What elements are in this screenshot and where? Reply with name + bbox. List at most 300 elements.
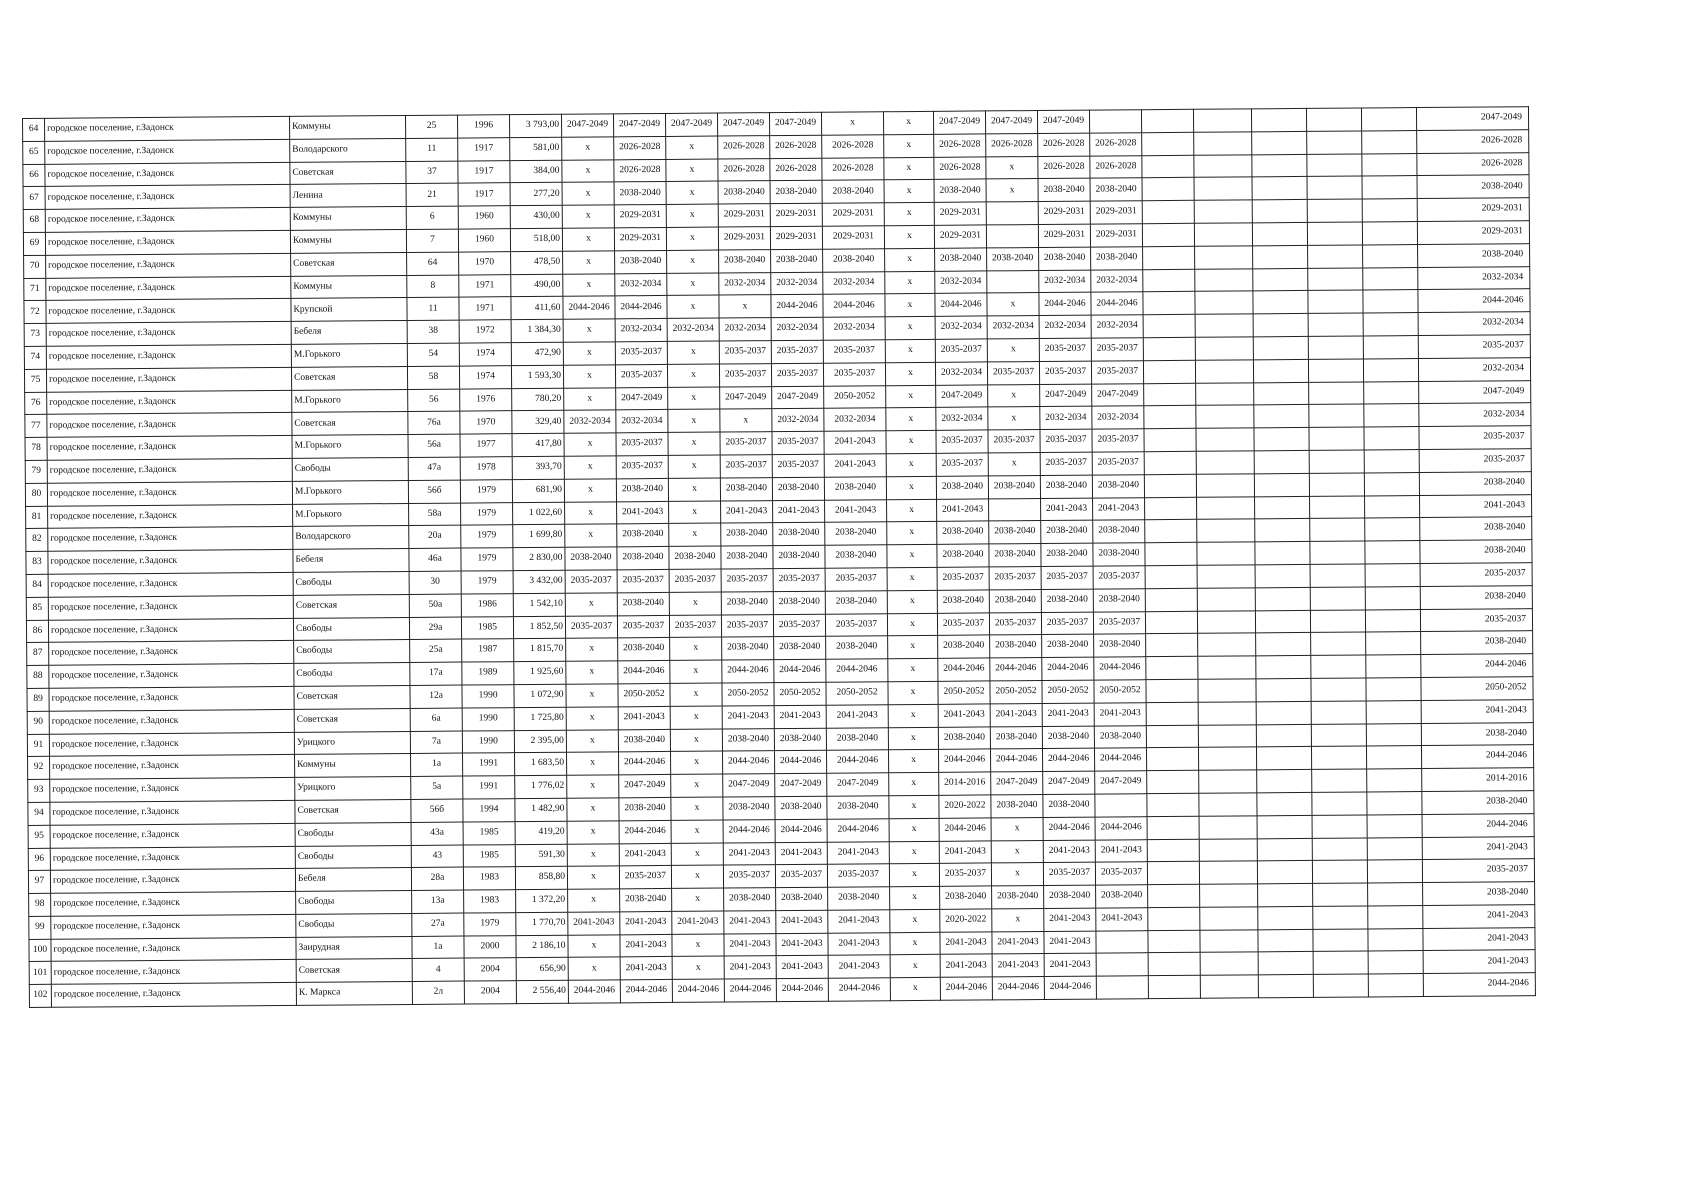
- house-number-cell: 46а: [409, 548, 461, 571]
- period-cell: [1146, 725, 1198, 748]
- period-cell: [1145, 588, 1197, 611]
- period-cell: [1196, 474, 1254, 497]
- period-cell: [1200, 884, 1258, 907]
- settlement-cell: городское поселение, г.Задонск: [45, 185, 290, 210]
- period-cell: x: [885, 317, 935, 340]
- period-cell: [1255, 496, 1310, 519]
- build-year-cell: 1985: [463, 821, 515, 844]
- row-number-cell: 102: [29, 985, 51, 1008]
- period-cell: x: [670, 729, 722, 752]
- period-cell: 2038-2040: [989, 521, 1041, 544]
- build-year-cell: 1994: [463, 799, 515, 822]
- period-cell: 2038-2040: [614, 182, 666, 205]
- period-cell: 2038-2040: [988, 475, 1040, 498]
- settlement-cell: городское поселение, г.Задонск: [48, 504, 293, 529]
- period-cell: x: [564, 479, 616, 502]
- period-cell: [1363, 336, 1418, 359]
- row-number-cell: 91: [27, 734, 49, 757]
- area-cell: 1 072,90: [514, 684, 566, 707]
- period-cell: 2035-2037: [825, 568, 887, 591]
- period-cell: [1367, 860, 1422, 883]
- period-cell: 2035-2037: [772, 454, 824, 477]
- area-cell: 1 384,30: [511, 319, 563, 342]
- period-cell: 2044-2046: [724, 979, 776, 1002]
- final-period-cell: 2014-2016: [1422, 768, 1534, 792]
- period-cell: x: [667, 295, 719, 318]
- period-cell: 2041-2043: [1093, 497, 1145, 520]
- period-cell: x: [670, 706, 722, 729]
- period-cell: [1363, 358, 1418, 381]
- period-cell: x: [889, 795, 939, 818]
- period-cell: x: [668, 478, 720, 501]
- settlement-cell: городское поселение, г.Задонск: [45, 162, 290, 187]
- period-cell: 2029-2031: [614, 205, 666, 228]
- period-cell: 2035-2037: [1039, 338, 1091, 361]
- period-cell: 2035-2037: [775, 864, 827, 887]
- build-year-cell: 1971: [459, 297, 511, 320]
- period-cell: 2029-2031: [1038, 224, 1090, 247]
- period-cell: [1199, 770, 1257, 793]
- build-year-cell: 1960: [458, 206, 510, 229]
- period-cell: 2041-2043: [1095, 839, 1147, 862]
- period-cell: [1198, 679, 1256, 702]
- period-cell: 2035-2037: [1040, 452, 1092, 475]
- house-number-cell: 11: [406, 138, 458, 161]
- period-cell: [1255, 519, 1310, 542]
- period-cell: [1310, 587, 1365, 610]
- period-cell: 2044-2046: [723, 819, 775, 842]
- period-cell: 2050-2052: [1094, 680, 1146, 703]
- build-year-cell: 2004: [464, 981, 516, 1004]
- row-number-cell: 101: [29, 962, 51, 985]
- period-cell: 2035-2037: [615, 341, 667, 364]
- period-cell: 2044-2046: [619, 820, 671, 843]
- period-cell: 2044-2046: [1091, 292, 1143, 315]
- period-cell: x: [671, 774, 723, 797]
- period-cell: x: [668, 409, 720, 432]
- period-cell: 2038-2040: [937, 521, 989, 544]
- period-cell: 2029-2031: [770, 203, 822, 226]
- period-cell: 2038-2040: [721, 546, 773, 569]
- period-cell: 2032-2034: [719, 318, 771, 341]
- period-cell: 2035-2037: [772, 431, 824, 454]
- period-cell: [1095, 794, 1147, 817]
- period-cell: x: [887, 522, 937, 545]
- street-cell: Советская: [295, 799, 411, 823]
- final-period-cell: 2041-2043: [1420, 494, 1532, 518]
- period-cell: x: [668, 387, 720, 410]
- period-cell: [1142, 155, 1194, 178]
- area-cell: 2 395,00: [514, 730, 566, 753]
- period-cell: [1310, 541, 1365, 564]
- period-cell: 2032-2034: [935, 271, 987, 294]
- period-cell: 2041-2043: [620, 934, 672, 957]
- period-cell: x: [890, 932, 940, 955]
- period-cell: 2026-2028: [614, 159, 666, 182]
- house-number-cell: 1а: [412, 936, 464, 959]
- house-number-cell: 12а: [410, 685, 462, 708]
- period-cell: x: [566, 661, 618, 684]
- period-cell: x: [671, 865, 723, 888]
- area-cell: 1 699,80: [513, 525, 565, 548]
- area-cell: 3 432,00: [513, 570, 565, 593]
- period-cell: [1142, 200, 1194, 223]
- final-period-cell: 2035-2037: [1418, 335, 1530, 359]
- period-cell: x: [566, 729, 618, 752]
- street-cell: Советская: [296, 959, 412, 983]
- period-cell: [1311, 746, 1366, 769]
- period-cell: 2035-2037: [825, 613, 887, 636]
- period-cell: [1194, 132, 1252, 155]
- period-cell: [1145, 565, 1197, 588]
- period-cell: 2032-2034: [771, 272, 823, 295]
- build-year-cell: 1979: [461, 525, 513, 548]
- period-cell: [1146, 679, 1198, 702]
- settlement-cell: городское поселение, г.Задонск: [51, 937, 296, 962]
- house-number-cell: 28а: [411, 867, 463, 890]
- settlement-cell: городское поселение, г.Задонск: [50, 823, 295, 848]
- area-cell: 472,90: [511, 342, 563, 365]
- period-cell: [1308, 336, 1363, 359]
- period-cell: 2038-2040: [1091, 246, 1143, 269]
- period-cell: 2044-2046: [935, 293, 987, 316]
- period-cell: x: [567, 866, 619, 889]
- final-period-cell: 2038-2040: [1420, 540, 1532, 564]
- period-cell: x: [991, 840, 1043, 863]
- house-number-cell: 7: [406, 229, 458, 252]
- period-cell: 2038-2040: [719, 249, 771, 272]
- settlement-cell: городское поселение, г.Задонск: [48, 572, 293, 597]
- period-cell: x: [988, 407, 1040, 430]
- period-cell: 2026-2028: [822, 157, 884, 180]
- period-cell: [989, 498, 1041, 521]
- period-cell: 2047-2049: [933, 111, 985, 134]
- period-cell: 2029-2031: [934, 225, 986, 248]
- period-cell: [1200, 930, 1258, 953]
- period-cell: 2029-2031: [1090, 224, 1142, 247]
- period-cell: x: [667, 341, 719, 364]
- period-cell: 2038-2040: [1094, 634, 1146, 657]
- period-cell: x: [883, 111, 933, 134]
- period-cell: x: [988, 384, 1040, 407]
- house-number-cell: 25а: [410, 639, 462, 662]
- period-cell: [1196, 382, 1254, 405]
- period-cell: 2044-2046: [828, 978, 890, 1001]
- period-cell: [1194, 177, 1252, 200]
- period-cell: x: [886, 430, 936, 453]
- period-cell: 2047-2049: [772, 386, 824, 409]
- period-cell: [1363, 267, 1418, 290]
- period-cell: [1195, 246, 1253, 269]
- period-cell: [1252, 177, 1307, 200]
- period-cell: [1254, 428, 1309, 451]
- settlement-cell: городское поселение, г.Задонск: [48, 550, 293, 575]
- period-cell: x: [884, 157, 934, 180]
- period-cell: 2038-2040: [937, 590, 989, 613]
- period-cell: 2035-2037: [1093, 611, 1145, 634]
- period-cell: 2026-2028: [1038, 133, 1090, 156]
- area-cell: 277,20: [510, 183, 562, 206]
- period-cell: 2041-2043: [618, 706, 670, 729]
- period-cell: x: [821, 112, 883, 135]
- period-cell: 2035-2037: [720, 455, 772, 478]
- period-cell: 2038-2040: [822, 180, 884, 203]
- build-year-cell: 1990: [462, 707, 514, 730]
- area-cell: 2 830,00: [513, 547, 565, 570]
- house-number-cell: 38: [407, 320, 459, 343]
- final-period-cell: 2035-2037: [1420, 563, 1532, 587]
- period-cell: [1258, 883, 1313, 906]
- period-cell: 2038-2040: [1096, 885, 1148, 908]
- area-cell: 1 482,90: [515, 798, 567, 821]
- final-period-cell: 2038-2040: [1421, 631, 1533, 655]
- area-cell: 1 372,20: [516, 889, 568, 912]
- period-cell: 2038-2040: [774, 728, 826, 751]
- period-cell: 2038-2040: [565, 547, 617, 570]
- period-cell: [1308, 359, 1363, 382]
- period-cell: 2038-2040: [826, 636, 888, 659]
- period-cell: 2047-2049: [1043, 771, 1095, 794]
- period-cell: 2044-2046: [775, 819, 827, 842]
- settlement-cell: городское поселение, г.Задонск: [48, 618, 293, 643]
- period-cell: x: [667, 364, 719, 387]
- period-cell: 2032-2034: [936, 407, 988, 430]
- period-cell: [1143, 269, 1195, 292]
- period-cell: 2026-2028: [770, 135, 822, 158]
- street-cell: Урицкого: [295, 777, 411, 801]
- period-cell: [1365, 563, 1420, 586]
- period-cell: 2035-2037: [1041, 612, 1093, 635]
- period-cell: 2038-2040: [720, 477, 772, 500]
- period-cell: [1362, 130, 1417, 153]
- period-cell: 2038-2040: [776, 887, 828, 910]
- period-cell: x: [887, 613, 937, 636]
- final-period-cell: 2032-2034: [1418, 266, 1530, 290]
- period-cell: 2035-2037: [619, 866, 671, 889]
- period-cell: [1362, 153, 1417, 176]
- period-cell: [1254, 473, 1309, 496]
- period-cell: 2038-2040: [990, 635, 1042, 658]
- period-cell: x: [890, 886, 940, 909]
- house-number-cell: 7а: [410, 731, 462, 754]
- build-year-cell: 1974: [459, 365, 511, 388]
- period-cell: 2047-2049: [991, 772, 1043, 795]
- period-cell: 2038-2040: [770, 181, 822, 204]
- period-cell: 2032-2034: [616, 410, 668, 433]
- period-cell: 2041-2043: [775, 842, 827, 865]
- period-cell: 2038-2040: [1042, 634, 1094, 657]
- period-cell: 2041-2043: [619, 843, 671, 866]
- period-cell: 2044-2046: [563, 296, 615, 319]
- period-cell: [1200, 975, 1258, 998]
- period-cell: 2038-2040: [1039, 247, 1091, 270]
- period-cell: x: [885, 294, 935, 317]
- period-cell: x: [563, 342, 615, 365]
- build-year-cell: 2000: [464, 935, 516, 958]
- period-cell: 2044-2046: [620, 980, 672, 1003]
- final-period-cell: 2035-2037: [1422, 859, 1534, 883]
- period-cell: 2032-2034: [1039, 315, 1091, 338]
- period-cell: [1364, 427, 1419, 450]
- period-cell: x: [886, 476, 936, 499]
- final-period-cell: 2032-2034: [1418, 312, 1530, 336]
- period-cell: [1194, 154, 1252, 177]
- period-cell: x: [991, 817, 1043, 840]
- period-cell: x: [563, 319, 615, 342]
- period-cell: x: [886, 453, 936, 476]
- settlement-cell: городское поселение, г.Задонск: [47, 481, 292, 506]
- period-cell: 2035-2037: [1095, 862, 1147, 885]
- period-cell: [1200, 907, 1258, 930]
- area-cell: 384,00: [510, 160, 562, 183]
- period-cell: 2032-2034: [987, 316, 1039, 339]
- period-cell: x: [884, 180, 934, 203]
- period-cell: [1254, 450, 1309, 473]
- period-cell: [1363, 290, 1418, 313]
- build-year-cell: 1979: [464, 913, 516, 936]
- row-number-cell: 92: [28, 757, 50, 780]
- period-cell: x: [887, 499, 937, 522]
- period-cell: [1253, 268, 1308, 291]
- build-year-cell: 1983: [464, 890, 516, 913]
- period-cell: [1198, 702, 1256, 725]
- period-cell: 2026-2028: [1090, 155, 1142, 178]
- period-cell: 2038-2040: [825, 522, 887, 545]
- period-cell: [1258, 929, 1313, 952]
- period-cell: x: [668, 455, 720, 478]
- house-number-cell: 56б: [408, 480, 460, 503]
- street-cell: Володарского: [290, 138, 406, 162]
- period-cell: [1252, 200, 1307, 223]
- row-number-cell: 80: [25, 483, 47, 506]
- period-cell: [1311, 723, 1366, 746]
- period-cell: 2038-2040: [718, 181, 770, 204]
- period-cell: [1307, 222, 1362, 245]
- period-cell: 2041-2043: [774, 705, 826, 728]
- period-cell: 2041-2043: [828, 955, 890, 978]
- period-cell: 2035-2037: [1039, 361, 1091, 384]
- period-cell: 2038-2040: [827, 796, 889, 819]
- row-number-cell: 75: [24, 369, 46, 392]
- period-cell: 2038-2040: [773, 523, 825, 546]
- period-cell: 2047-2049: [1037, 110, 1089, 133]
- house-number-cell: 4: [412, 959, 464, 982]
- period-cell: [1256, 633, 1311, 656]
- period-cell: 2032-2034: [824, 408, 886, 431]
- final-period-cell: 2050-2052: [1421, 677, 1533, 701]
- period-cell: [1253, 245, 1308, 268]
- period-cell: [1195, 268, 1253, 291]
- period-cell: 2035-2037: [721, 614, 773, 637]
- row-number-cell: 93: [28, 779, 50, 802]
- period-cell: 2038-2040: [936, 476, 988, 499]
- period-cell: 2041-2043: [1041, 498, 1093, 521]
- period-cell: 2032-2034: [935, 316, 987, 339]
- period-cell: [1312, 860, 1367, 883]
- period-cell: 2035-2037: [988, 430, 1040, 453]
- period-cell: x: [888, 636, 938, 659]
- area-cell: 518,00: [510, 228, 562, 251]
- period-cell: [1312, 769, 1367, 792]
- period-cell: [1311, 701, 1366, 724]
- period-cell: [1307, 176, 1362, 199]
- final-period-cell: 2038-2040: [1422, 791, 1534, 815]
- period-cell: x: [566, 707, 618, 730]
- period-cell: 2038-2040: [724, 888, 776, 911]
- period-cell: x: [890, 978, 940, 1001]
- build-year-cell: 1979: [461, 571, 513, 594]
- period-cell: x: [987, 338, 1039, 361]
- house-number-cell: 64: [407, 252, 459, 275]
- period-cell: 2044-2046: [1043, 817, 1095, 840]
- period-cell: [1313, 906, 1368, 929]
- period-cell: [1364, 381, 1419, 404]
- period-cell: [1367, 791, 1422, 814]
- row-number-cell: 84: [26, 574, 48, 597]
- period-cell: [1255, 564, 1310, 587]
- period-cell: [1143, 360, 1195, 383]
- house-number-cell: 56: [408, 389, 460, 412]
- period-cell: 2047-2049: [985, 111, 1037, 134]
- period-cell: 2044-2046: [776, 978, 828, 1001]
- row-number-cell: 98: [29, 893, 51, 916]
- area-cell: 2 186,10: [516, 935, 568, 958]
- period-cell: [1144, 474, 1196, 497]
- period-cell: 2041-2043: [824, 454, 886, 477]
- period-cell: [1368, 883, 1423, 906]
- period-cell: 2044-2046: [1095, 816, 1147, 839]
- period-cell: x: [568, 889, 620, 912]
- period-cell: [1254, 405, 1309, 428]
- period-cell: x: [564, 387, 616, 410]
- period-cell: [1309, 382, 1364, 405]
- area-cell: 581,00: [510, 137, 562, 160]
- period-cell: x: [667, 273, 719, 296]
- period-cell: 2041-2043: [826, 704, 888, 727]
- period-cell: x: [888, 704, 938, 727]
- house-number-cell: 25: [405, 115, 457, 138]
- period-cell: 2032-2034: [823, 271, 885, 294]
- period-cell: [1147, 816, 1199, 839]
- period-cell: 2038-2040: [828, 887, 890, 910]
- period-cell: 2041-2043: [776, 910, 828, 933]
- house-number-cell: 43а: [411, 822, 463, 845]
- period-cell: [1096, 976, 1148, 999]
- period-cell: 2041-2043: [992, 931, 1044, 954]
- period-cell: 2020-2022: [940, 909, 992, 932]
- period-cell: [1256, 747, 1311, 770]
- period-cell: 2044-2046: [774, 751, 826, 774]
- build-year-cell: 1983: [463, 867, 515, 890]
- period-cell: 2038-2040: [1042, 726, 1094, 749]
- period-cell: 2044-2046: [990, 658, 1042, 681]
- period-cell: x: [562, 205, 614, 228]
- period-cell: 2038-2040: [1041, 520, 1093, 543]
- period-cell: 2047-2049: [561, 114, 613, 137]
- period-cell: [1258, 975, 1313, 998]
- period-cell: [1198, 656, 1256, 679]
- house-number-cell: 8: [407, 275, 459, 298]
- final-period-cell: 2026-2028: [1417, 152, 1529, 176]
- period-cell: [1309, 450, 1364, 473]
- period-cell: 2038-2040: [721, 591, 773, 614]
- street-cell: Советская: [291, 252, 407, 276]
- final-period-cell: 2032-2034: [1418, 357, 1530, 381]
- final-period-cell: 2041-2043: [1421, 699, 1533, 723]
- build-year-cell: 1990: [462, 685, 514, 708]
- area-cell: 1 925,60: [514, 661, 566, 684]
- period-cell: 2014-2016: [939, 772, 991, 795]
